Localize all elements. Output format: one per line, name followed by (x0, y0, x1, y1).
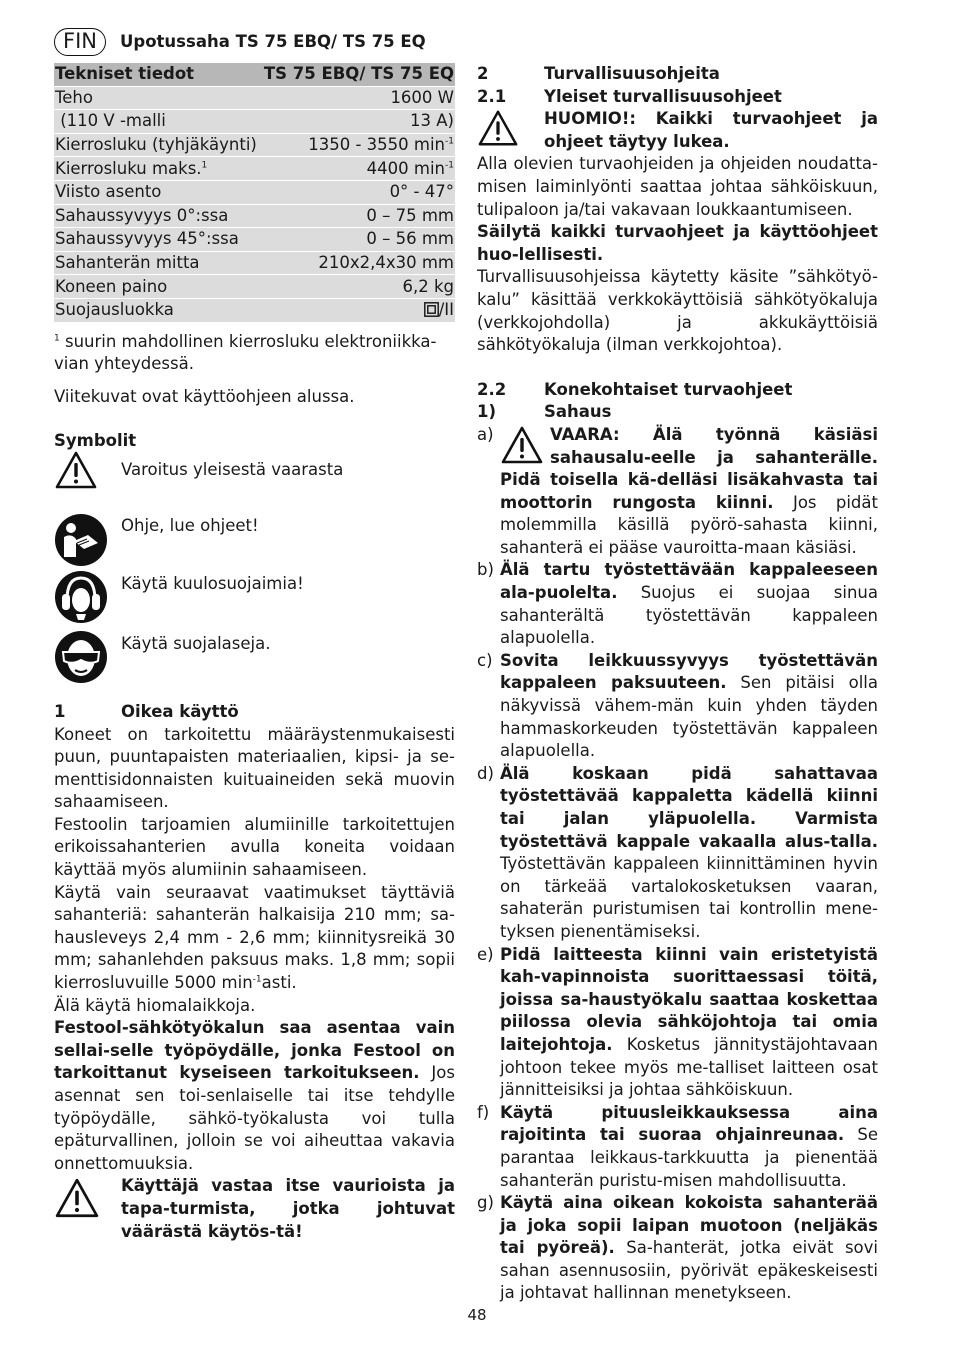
table-row (54, 110, 455, 134)
row-label: Koneen paino (54, 275, 260, 299)
section-1-p5: Festool-sähkötyökalun saa asentaa vain sellai-selle työpöydälle, jonka Festool on tarkoittanut kyseiseen tarkoitukseen. Jos asennat sen toi-senlaiselle tai itse tehdylle työpöydälle, sähkö-työkalusta voi tulla epäturvallinen, jolloin se voi aiheuttaa vakavia onnettomuuksia. (54, 1018, 455, 1173)
section-1-p2: Festoolin tarjoamien alumiinille tarkoitettujen erikoissahanterien avulla koneita voidaan käyttää myös alumiinin sahaamiseen. (54, 814, 455, 880)
section-1-p1: Koneet on tarkoitettu määräystenmukaisesti puun, puuntapaisten materiaalien, kipsi- ja se-menttisidonnaisten kuituaineiden sekä muovin sahaamiseen. (54, 724, 455, 812)
item-text: Sovita leikkuussyvyys työstettävän kappaleen paksuuteen. Sen pitäisi olla näkyvissä vähem-män kuin yhden täyden hammaskorkeuden työstettävän kappaleen alapuolella. (500, 650, 878, 761)
warning-triangle-icon (54, 449, 98, 493)
table-header-right: TS 75 EBQ/ TS 75 EQ (260, 63, 455, 86)
row-value: 1350 - 3550 $\min^{-1}$ (260, 133, 455, 157)
footnote: $^1$ suurin mahdollinen kierrosluku elektroniikka-vian yhteydessä. (54, 331, 437, 374)
symbol-row (54, 633, 455, 691)
section-number: 1) (477, 402, 497, 422)
document-title: Upotussaha TS 75 EBQ/ TS 75 EQ (120, 32, 426, 51)
item-text: Käytä pituusleikkauksessa aina rajoitinta tai suoraa ohjainreunaa. Se parantaa leikkaus-tarkkuutta ja pienentää sahanterän puristu-misen mahdollisuutta. (500, 1102, 878, 1190)
symbol-row (54, 573, 455, 633)
section-title: Sahaus (544, 402, 612, 422)
row-label: (110 V -malli (54, 110, 260, 134)
item-label: a) (477, 424, 494, 444)
section-title: Turvallisuusohjeita (544, 64, 720, 83)
row-label: Teho (54, 86, 260, 110)
item-label: c) (477, 650, 493, 670)
list-item (477, 424, 878, 560)
row-value: 13 A) (260, 110, 455, 134)
section-sawing-heading (477, 401, 878, 424)
symbol-text: Varoitus yleisestä vaarasta (121, 459, 344, 479)
item-label: b) (477, 560, 494, 580)
right-column (477, 63, 878, 1305)
section-2-1-heading (477, 86, 878, 109)
symbol-text: Käytä suojalaseja. (121, 633, 271, 653)
item-text: Käytä aina oikean kokoista sahanterää ja joka sopii laipan muotoon (neljäkäs tai pyöreä). Sa-hanterät, jotka eivät sovi sahan asennusosiin, pyörivät epäkeskeisesti ja johtavat hallinnan menetykseen. (500, 1193, 878, 1303)
ear-protection-icon (54, 570, 108, 624)
misuse-warning (54, 1175, 455, 1243)
list-item (477, 1192, 878, 1305)
table-row (54, 298, 455, 322)
page-number: 48 (467, 1306, 487, 1324)
section-number: 1 (54, 701, 66, 721)
warning-triangle-icon (500, 424, 544, 468)
item-label: g) (477, 1193, 494, 1213)
row-value: 0° - 47° (260, 180, 455, 204)
protection-class-icon (424, 302, 439, 317)
language-badge: FIN (54, 28, 106, 56)
row-label: Kierrosluku maks.$^1$ (54, 157, 260, 181)
section-title: Yleiset turvallisuusohjeet (544, 86, 782, 106)
row-value: 1600 W (260, 86, 455, 110)
symbol-row (54, 515, 455, 573)
section-1-p3: Käytä vain seuraavat vaatimukset täyttäviä sahanteriä: sahanterän halkaisija 210 mm; sa-hausleveys 2,4 mm - 2,6 mm; kiinnitysreikä 30 mm; sahanlehden paksuus maks. 1,8 mm; sopii kierrosluvuille 5000 $\min^{-1}asti$. (54, 882, 455, 993)
section-title: Konekohtaiset turvaohjeet (544, 379, 793, 399)
row-value: 4400 $\min^{-1}$ (260, 157, 455, 181)
list-item (477, 944, 878, 1102)
warning-triangle-icon (477, 108, 519, 150)
section-number: 2.2 (477, 379, 507, 399)
item-label: e) (477, 944, 494, 964)
list-item (477, 1102, 878, 1192)
item-label: f) (477, 1102, 490, 1122)
symbol-text: Ohje, lue ohjeet! (121, 515, 259, 535)
row-value: 6,2 kg (260, 275, 455, 299)
symbols-title: Symbolit (54, 431, 137, 451)
warning-text: Käyttäjä vastaa itse vaurioista ja tapa-turmista, jotka johtuvat väärästä käytös-tä! (121, 1176, 455, 1241)
item-text: Älä koskaan pidä sahattavaa työstettävää kappaletta kädellä kiinni tai jalan yläpuolella. Varmista työstettävä kappale vakaalla alus-talla. Työstettävän kappaleen kiinnittäminen hyvin on tärkeää vartalokosketuksen vaaran, sahaterän puristumisen tai kontrollin mene-tyksen pienentämiseksi. (500, 763, 878, 941)
table-row (54, 204, 455, 228)
tech-data-table (54, 63, 455, 323)
left-column (54, 63, 455, 1243)
attention-text: HUOMIO!: Kaikki turvaohjeet ja ohjeet täytyy lukea. (544, 109, 878, 151)
row-label: Sahanterän mitta (54, 251, 260, 275)
row-value: 0 – 75 mm (260, 204, 455, 228)
table-row (54, 228, 455, 252)
warning-triangle-icon (54, 1176, 100, 1222)
read-manual-icon (54, 513, 108, 567)
table-row (54, 251, 455, 275)
row-label: Kierrosluku (tyhjäkäynti) (54, 133, 260, 157)
symbol-text: Käytä kuulosuojaimia! (121, 573, 304, 593)
table-header-left: Tekniset tiedot (54, 63, 260, 86)
section-2-p1: Alla olevien turvaohjeiden ja ohjeiden noudatta-misen laiminlyönti saattaa johtaa sähköiskuun, tulipaloon ja/tai vakavaan loukkaantumiseen. (477, 154, 878, 219)
attention-block (477, 108, 878, 153)
table-row (54, 157, 455, 181)
list-item (477, 559, 878, 649)
section-2-p3: Turvallisuusohjeissa käytetty käsite ”sähkötyö-kalu” käsittää verkkokäyttöisiä sähkötyökaluja (verkkojohdolla) ja akkukäyttöisiä sähkötyökaluja (ilman verkkojohtoa). (477, 267, 878, 355)
section-number: 2 (477, 64, 489, 83)
row-value: /II (260, 298, 455, 322)
row-label: Viisto asento (54, 180, 260, 204)
section-title: Oikea käyttö (121, 701, 239, 721)
table-row (54, 180, 455, 204)
row-label: Suojausluokka (54, 298, 260, 322)
row-value: 210x2,4x30 mm (260, 251, 455, 275)
section-1-heading (54, 701, 455, 724)
figures-note: Viitekuvat ovat käyttöohjeen alussa. (54, 386, 355, 406)
symbols-list (54, 457, 455, 691)
item-text: Älä tartu työstettävään kappaleeseen ala-puolelta. Suojus ei suojaa sinua sahanterältä työstettävän kappaleen alapuolella. (500, 560, 878, 648)
table-row (54, 86, 455, 110)
item-text: VAARA: Älä työnnä käsiäsi sahausalu-eelle ja sahanterälle. Pidä toisella kä-delläsi lisäkahvasta tai moottorin rungosta kiinni. Jos pidät molemmilla käsillä pyörö-sahasta kiinni, sahanterä ei pääse vauroitta-maan käsiäsi. (500, 424, 878, 557)
list-item (477, 650, 878, 763)
table-header-row (54, 63, 455, 86)
item-text: Pidä laitteesta kiinni vain eristetyistä kah-vapinnoista suorittaessasi töitä, joissa sa-haustyökalu saattaa koskettaa piilossa olevia sähköjohtoja tai omia laitejohtoja. Kosketus jännitystäjohtavaan johtoon tekee myös me-talliset laitteen osat jännitteisiksi ja johtaa sähköiskuun. (500, 944, 878, 1100)
row-label: Sahaussyvyys 45°:ssa (54, 228, 260, 252)
safety-glasses-icon (54, 630, 108, 684)
item-label: d) (477, 763, 494, 783)
section-2-p2: Säilytä kaikki turvaohjeet ja käyttöohjeet huo-lellisesti. (477, 222, 878, 264)
section-2-heading (477, 63, 878, 86)
table-row (54, 133, 455, 157)
section-number: 2.1 (477, 86, 507, 106)
section-1-p4: Älä käytä hiomalaikkoja. (54, 995, 256, 1015)
section-2-2-heading (477, 379, 878, 402)
symbol-row (54, 457, 455, 515)
row-value: 0 – 56 mm (260, 228, 455, 252)
list-item (477, 763, 878, 944)
table-row (54, 275, 455, 299)
row-label: Sahaussyvyys 0°:ssa (54, 204, 260, 228)
